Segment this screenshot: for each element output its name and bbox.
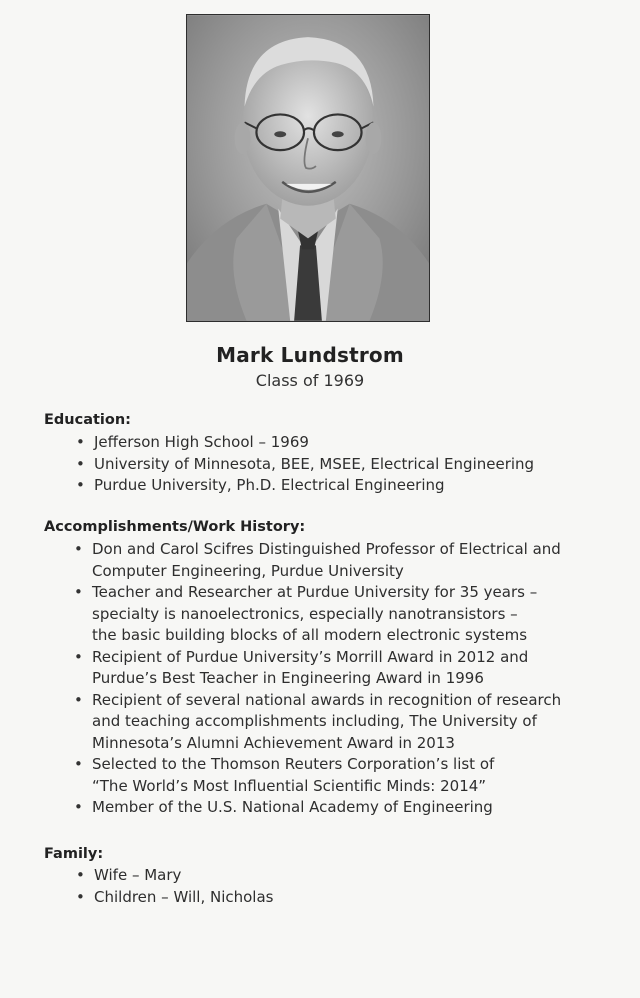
list-item-text: Computer Engineering, Purdue University — [92, 561, 404, 580]
list-item-text: Minnesota’s Alumni Achievement Award in 2013 — [92, 733, 455, 752]
list-item-text: • Jefferson High School – 1969 — [94, 433, 309, 451]
list-item-text: • Recipient of several national awards in recognition of research — [92, 690, 562, 709]
list-item — [74, 539, 561, 582]
list-item — [76, 865, 273, 887]
list-item — [76, 475, 534, 497]
education-heading: Education: — [44, 412, 131, 428]
family-list — [76, 865, 273, 908]
list-item-text: • Recipient of Purdue University’s Morrill Award in 2012 and — [92, 647, 529, 666]
list-item — [74, 647, 561, 690]
list-item — [74, 754, 561, 797]
list-item — [74, 797, 561, 819]
list-item — [76, 432, 534, 454]
list-item-text: • Don and Carol Scifres Distinguished Professor of Electrical and — [92, 540, 561, 558]
class-year: Class of 1969 — [255, 371, 365, 390]
list-item — [76, 887, 273, 909]
list-item-text: • Selected to the Thomson Reuters Corporation’s list of — [92, 755, 495, 773]
list-item — [74, 690, 561, 755]
list-item-text: • Purdue University, Ph.D. Electrical Engineering — [94, 476, 445, 494]
portrait-photo — [186, 14, 430, 322]
list-item — [76, 454, 534, 476]
accomplishments-heading: Accomplishments/Work History: — [44, 519, 306, 535]
list-item-text: “The World’s Most Influential Scientific Minds: 2014” — [92, 776, 487, 795]
accomplishments-list — [74, 539, 561, 819]
list-item-text: • Member of the U.S. National Academy of Engineering — [92, 798, 493, 816]
list-item — [74, 582, 561, 647]
education-list — [76, 432, 534, 497]
list-item-text: the basic building blocks of all modern electronic systems — [92, 626, 528, 644]
person-name: Mark Lundstrom — [216, 343, 404, 367]
list-item-text: and teaching accomplishments including, The University of — [92, 712, 537, 730]
list-item-text: • Teacher and Researcher at Purdue University for 35 years – — [92, 583, 538, 601]
list-item-text: • Children – Will, Nicholas — [94, 887, 274, 906]
list-item-text: specialty is nanoelectronics, especially nanotransistors – — [92, 604, 518, 623]
family-heading: Family: — [44, 846, 104, 862]
list-item-text: • Wife – Mary — [94, 866, 182, 884]
list-item-text: • University of Minnesota, BEE, MSEE, Electrical Engineering — [94, 454, 535, 473]
list-item-text: Purdue’s Best Teacher in Engineering Award in 1996 — [92, 669, 484, 687]
